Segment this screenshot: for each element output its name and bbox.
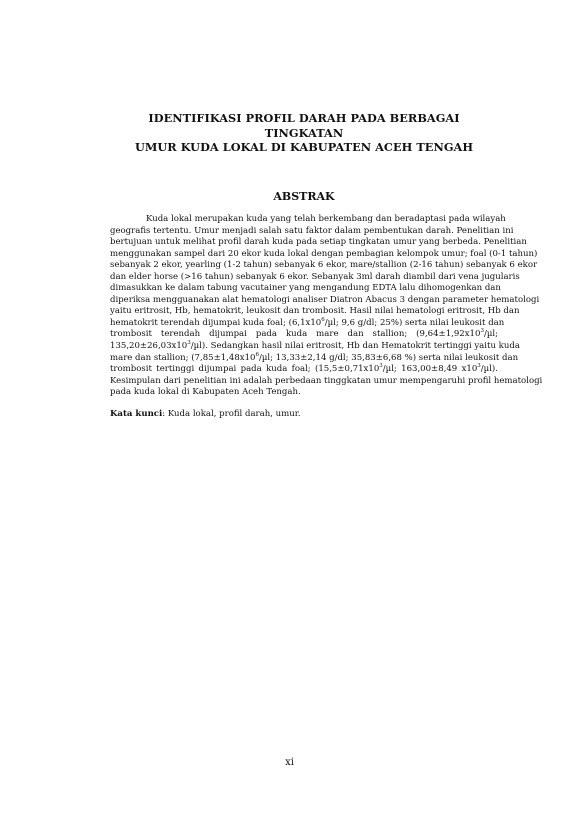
abstract-body: [110, 214, 543, 399]
abstract-line: pada kuda lokal di Kabupaten Aceh Tengah.: [110, 387, 301, 398]
text-segment: trombosit tertinggi dijumpai pada kuda foal; (15,5±0,71x10: [110, 364, 380, 375]
text-segment: trombosit terendah dijumpai pada kuda mare dan stallion; (9,64±1,92x10: [110, 329, 481, 340]
text-segment: /µl; 9,6 g/dl; 25%) serta nilai leukosit dan: [324, 317, 505, 328]
text-segment: mare dan stallion; (7,85±1,48x10: [110, 352, 256, 363]
text-segment: hematokrit terendah dijumpai kuda foal; (6,1x10: [110, 317, 322, 328]
abstract-line: dimasukkan ke dalam tabung vacutainer yang mengandung EDTA lalu dihomogenkan dan: [110, 283, 501, 294]
document-title: [110, 111, 498, 155]
keywords-label: Kata kunci: [110, 409, 163, 419]
abstract-line: dan elder horse (>16 tahun) sebanyak 6 ekor. Sebanyak 3ml darah diambil dari vena jugularis: [110, 271, 520, 282]
title-line-2: UMUR KUDA LOKAL DI KABUPATEN ACEH TENGAH: [134, 140, 474, 154]
superscript: 3: [187, 340, 191, 347]
abstract-line: Kuda lokal merupakan kuda yang telah berkembang dan beradaptasi pada wilayah: [146, 214, 506, 224]
abstract-line: geografis tertentu. Umur menjadi salah satu faktor dalam pembentukan darah. Penelitian ini: [110, 225, 514, 236]
superscript: 3: [379, 363, 383, 370]
text-segment: 135,20±26,03x10: [110, 341, 188, 352]
text-segment: /µl;: [483, 329, 498, 340]
text-segment: /µl). Sedangkan hasil nilai eritrosit, Hb dan Hematokrit tertinggi yaitu kuda: [190, 341, 520, 352]
abstract-line: Kesimpulan dari penelitian ini adalah perbedaan tinggkatan umur mempengaruhi profil hematologi: [110, 375, 543, 386]
superscript: 6: [321, 317, 325, 324]
superscript: 3: [477, 363, 481, 370]
text-segment: /µl).: [480, 364, 498, 375]
abstract-line: menggunakan sampel dari 20 ekor kuda lokal dengan pembagian kelompok umur; foal (0-1 tahun): [110, 248, 538, 259]
abstract-line: diperiksa mengguanakan alat hematologi analiser Diatron Abacus 3 dengan parameter hematologi: [110, 294, 540, 305]
superscript: 3: [480, 328, 484, 335]
abstract-line: sebanyak 2 ekor, yearling (1-2 tahun) sebanyak 6 ekor, mare/stallion (2-16 tahun) sebanyak 6 ekor: [110, 260, 538, 271]
abstract-line: [110, 351, 519, 365]
page-number: xi: [285, 757, 294, 768]
keywords: [110, 409, 498, 421]
abstract-line: bertujuan untuk melihat profil darah kuda pada setiap tingkatan umur yang berbeda. Penelitian: [110, 237, 527, 248]
abstract-line: [110, 329, 498, 341]
text-segment: /µl; 163,00±8,49 x10: [382, 364, 478, 375]
abstract-line: yaitu eritrosit, Hb, hematokrit, leukosit dan trombosit. Hasil nilai hematologi eritrosit, Hb dan: [110, 306, 520, 317]
keywords-text: : Kuda lokal, profil darah, umur.: [162, 409, 301, 419]
text-segment: /µl; 13,33±2,14 g/dl; 35,83±6,68 %) serta nilai leukosit dan: [258, 352, 519, 363]
title-line-1: IDENTIFIKASI PROFIL DARAH PADA BERBAGAI TINGKATAN: [148, 111, 460, 140]
superscript: 6: [255, 351, 259, 358]
abstract-line: [110, 364, 498, 376]
abstract-heading: ABSTRAK: [273, 190, 335, 203]
abstract-line: [110, 317, 505, 330]
abstract-line: [110, 340, 520, 353]
